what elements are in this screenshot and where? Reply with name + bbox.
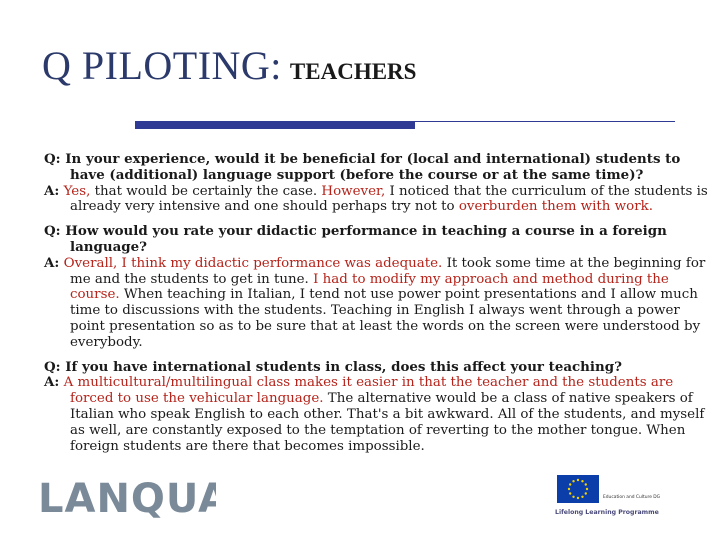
- answer-label: A:: [44, 182, 60, 199]
- answer-highlight: However,: [321, 183, 386, 199]
- eu-star-icon: [572, 480, 574, 482]
- eu-star-icon: [581, 480, 583, 482]
- answer-highlight: A multicultural/multilingual class makes it easier in that the teacher and the students are forced to use the vehicular language.: [63, 375, 674, 407]
- question-label: Q:: [44, 223, 61, 240]
- answer-highlight: overburden them with work.: [458, 199, 653, 215]
- eu-star-icon: [585, 492, 587, 494]
- answer-text: [64, 184, 708, 215]
- answer-label: A:: [44, 374, 60, 391]
- lanqua-logo: [36, 472, 216, 526]
- eu-star-icon: [585, 483, 587, 485]
- question-text: In your experience, would it be beneficial for (local and international) students to have (additional) language support (before the course or at the same time)?: [65, 151, 681, 183]
- eu-programme-text: Lifelong Learning Programme: [555, 509, 659, 516]
- title-sub: TEACHERS: [289, 59, 417, 84]
- qa-content: [44, 152, 710, 463]
- answer-text: [64, 375, 705, 453]
- answer: [44, 184, 710, 216]
- qa-block: [44, 152, 710, 215]
- answer-segment: When teaching in Italian, I tend not use power point presentations and I allow much time to discussions with the students. Teaching in English I always went through a power point presentation so as to be sure that at least the words on the screen were understood by everybody.: [70, 287, 701, 350]
- answer-segment: I noticed that the curriculum of the students is already very intensive and one should perhaps try not to: [70, 183, 708, 215]
- eu-star-icon: [568, 488, 570, 490]
- eu-star-icon: [577, 497, 579, 499]
- slide-title: [42, 42, 416, 89]
- title-underline-thick: [135, 121, 415, 129]
- answer-segment: that would be certainly the case.: [90, 183, 322, 199]
- eu-star-icon: [581, 496, 583, 498]
- lanqua-logo-graphic: [36, 472, 216, 522]
- question-text: How would you rate your didactic performance in teaching a course in a foreign language?: [65, 223, 667, 255]
- answer-segment: The alternative would be a class of native speakers of Italian who speak English to each other. That's a bit awkward. All of the students, and myself as well, are constantly exposed to the temptation of reverting to the mother tongue. When foreign students are there that becomes impossible.: [70, 391, 705, 454]
- title-underline-thin: [415, 121, 675, 122]
- eu-badge-graphic: [555, 473, 677, 519]
- title-main: Q PILOTING:: [42, 43, 282, 88]
- eu-star-icon: [569, 483, 571, 485]
- answer-label: A:: [44, 254, 60, 271]
- answer: [44, 256, 710, 351]
- answer-segment: It took some time at the beginning for me and the students to get in tune.: [70, 255, 706, 287]
- answer-highlight: I had to modify my approach and method during the course.: [70, 271, 669, 303]
- eu-star-icon: [586, 488, 588, 490]
- answer-highlight: Yes,: [63, 183, 91, 199]
- answer-text: [64, 256, 706, 350]
- question-label: Q:: [44, 151, 61, 167]
- eu-star-icon: [569, 492, 571, 494]
- question: [44, 224, 710, 256]
- eu-programme-badge: [555, 473, 677, 523]
- answer-highlight: Overall, I think my didactic performance was adequate.: [63, 255, 443, 271]
- question: [44, 360, 710, 376]
- eu-star-icon: [577, 479, 579, 481]
- qa-block: [44, 224, 710, 350]
- question-label: Q:: [44, 358, 61, 375]
- eu-star-icon: [572, 496, 574, 498]
- question-text: If you have international students in class, does this affect your teaching?: [65, 358, 622, 375]
- question: [44, 152, 710, 184]
- answer: [44, 375, 710, 454]
- qa-block: [44, 360, 710, 455]
- lanqua-wordmark: LANQUA: [38, 476, 216, 522]
- eu-dg-text: Education and Culture DG: [603, 495, 661, 500]
